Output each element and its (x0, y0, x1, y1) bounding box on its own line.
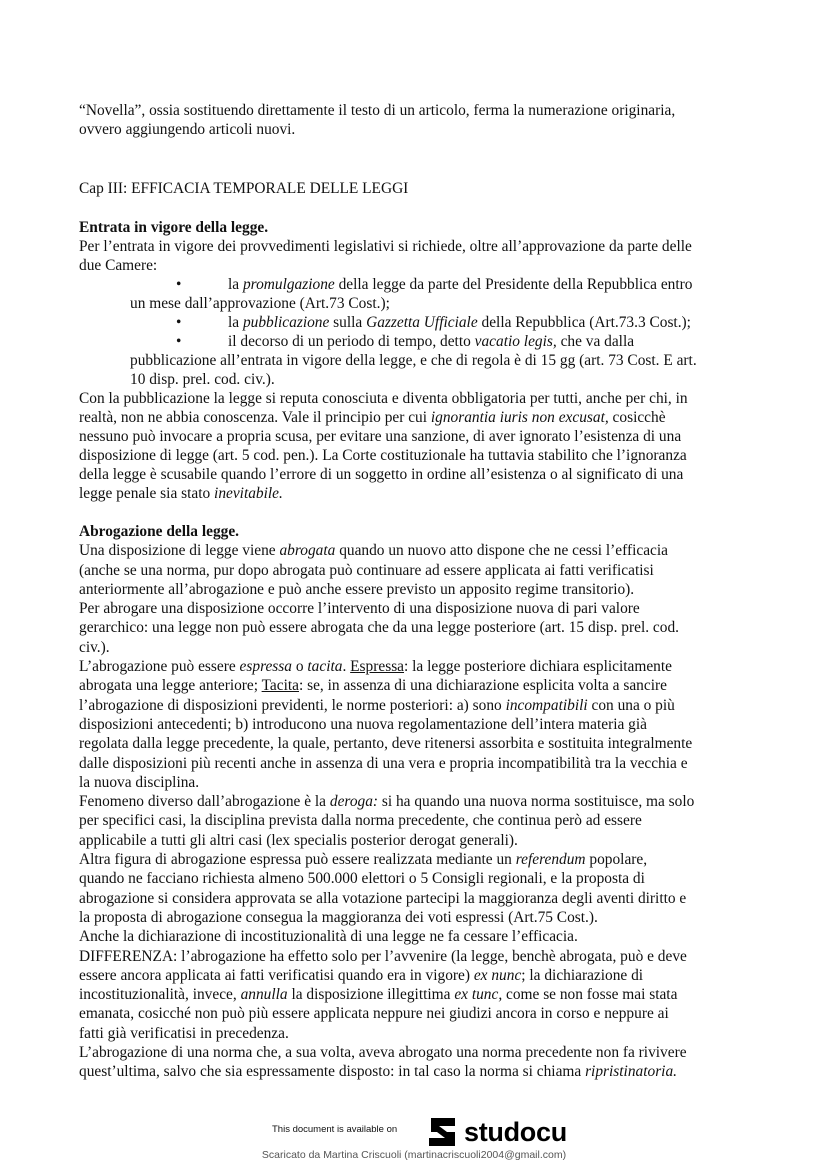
text-run: tacita (307, 658, 343, 676)
text-run: disposizioni antecedenti; b) introducono una nuova regolamentazione dell’intera materia già (79, 715, 647, 733)
text-run: abrogata una legge anteriore; (79, 677, 262, 695)
text-run: ; la dichiarazione di (521, 966, 644, 984)
text-run: vacatio legis, (474, 333, 557, 350)
text-run: inevitabile. (214, 485, 283, 502)
text-run: annulla (240, 986, 288, 1004)
text-run: . (342, 658, 351, 676)
text-line (79, 427, 697, 446)
text-line (79, 773, 694, 792)
text-line (79, 389, 697, 408)
text-run: ripristinatoria. (585, 1063, 678, 1081)
text-run: deroga: (329, 793, 379, 811)
text-run: la nuova disciplina. (79, 773, 200, 791)
bullet-text (228, 275, 692, 294)
section-entrata-in-vigore (79, 218, 697, 503)
studocu-logo-icon (425, 1116, 459, 1148)
text-run: abrogazione si considera approvata se alla votazione partecipi la maggioranza degli aventi diritto e (79, 889, 687, 907)
text-run: : la legge posteriore dichiara esplicitamente (404, 658, 672, 676)
text-run: Fenomeno diverso dall’abrogazione è la (79, 793, 330, 811)
text-line (79, 831, 694, 850)
text-line (79, 237, 697, 256)
text-line (79, 446, 697, 465)
text-line (79, 618, 694, 637)
text-run: come se non fosse mai stata (502, 986, 678, 1004)
text-run: Espressa (350, 658, 405, 676)
text-run: della legge da parte del Presidente della Repubblica entro (334, 276, 693, 293)
text-run: L’abrogazione può essere (79, 658, 240, 676)
text-line (79, 408, 697, 427)
text-line (79, 754, 694, 773)
text-run: incostituzionalità, invece, (79, 986, 241, 1004)
text-run: ovvero aggiungendo articoli nuovi. (79, 121, 296, 138)
text-run: realtà, non ne abbia conoscenza. Vale il principio per cui (79, 409, 431, 426)
text-run: ex nunc (473, 966, 522, 984)
bullet-text (228, 332, 634, 351)
bullet-icon: • (176, 314, 182, 331)
text-run: abrogata (279, 542, 336, 560)
text-run: quando ne facciano richiesta almeno 500.000 elettori o 5 Consigli regionali, e la proposta di (79, 870, 645, 888)
text-run: Altra figura di abrogazione espressa può essere realizzata mediante un (79, 851, 516, 869)
text-line (79, 638, 694, 657)
text-line (79, 696, 694, 715)
bullet-icon: • (176, 333, 182, 350)
text-run: quando un nuovo atto dispone che ne cessi l’efficacia (335, 542, 668, 560)
text-line (79, 541, 694, 560)
text-run: (anche se una norma, pur dopo abrogata può continuare ad essere applicata ai fatti verificatisi (79, 561, 654, 579)
text-run: promulgazione (242, 276, 335, 293)
chapter-title: Cap III: EFFICACIA TEMPORALE DELLE LEGGI (79, 180, 409, 197)
text-line (79, 1004, 694, 1023)
text-run: 10 disp. prel. cod. civ.). (130, 371, 275, 388)
bullet-item (79, 275, 697, 294)
text-line (79, 294, 697, 313)
text-line (79, 370, 697, 389)
text-line (79, 927, 694, 946)
text-run: Una disposizione di legge viene (79, 542, 280, 560)
text-run: civ.). (79, 638, 110, 656)
text-run: il decorso di un periodo di tempo, detto (228, 333, 475, 350)
section-heading: Abrogazione della legge. (79, 523, 240, 540)
text-run: legge penale sia stato (79, 485, 215, 502)
text-run: popolare, (585, 851, 648, 869)
text-run: fatti già verificatisi in precedenza. (79, 1024, 289, 1042)
text-run: incompatibili (505, 696, 588, 714)
footer-downloaded-by: Scaricato da Martina Criscuoli (martinacriscuoli2004@gmail.com) (261, 1149, 567, 1161)
text-run: DIFFERENZA: l’abrogazione ha effetto solo per l’avvenire (la legge, benchè abrogata, può e deve (79, 947, 687, 965)
text-run: L’abrogazione di una norma che, a sua volta, aveva abrogato una norma precedente non fa rivivere (79, 1044, 687, 1062)
text-run: nessuno può invocare a propria scusa, per evitare una sanzione, di aver ignorato l’esistenza di una (79, 428, 682, 445)
text-line (79, 966, 694, 985)
text-run: ex tunc, (454, 986, 503, 1004)
text-line (79, 850, 694, 869)
text-line (79, 101, 675, 120)
text-line (79, 465, 697, 484)
text-line (79, 1024, 694, 1043)
text-run: Con la pubblicazione la legge si reputa conosciuta e diventa obbligatoria per tutti, anche per chi, in (79, 390, 688, 407)
studocu-logo-text: studocu (464, 1116, 567, 1147)
text-run: l’abrogazione di disposizioni previdenti, le norme posteriori: a) sono (79, 696, 506, 714)
text-run: dalle disposizioni più recenti anche in assenza di una vera e propria incompatibilità tra la vecchia e (79, 754, 688, 772)
text-line (79, 869, 694, 888)
text-run: : se, in assenza di una dichiarazione esplicita volta a sancire (298, 677, 667, 695)
text-line (79, 889, 694, 908)
text-run: pubblicazione (242, 314, 330, 331)
text-run: disposizione di legge (art. 5 cod. pen.). La Corte costituzionale ha tuttavia stabilito che l’ignoranza (79, 447, 687, 464)
text-line (79, 256, 697, 275)
text-line (79, 599, 694, 618)
text-run: la (228, 276, 243, 293)
text-line (79, 1043, 694, 1062)
text-run: regolata dalla legge precedente, la quale, pertanto, deve ritenersi assorbita e sostituita integralmente (79, 735, 693, 753)
text-run: la proposta di abrogazione consegua la maggioranza dei voti espressi (Art.75 Cost.). (79, 908, 598, 926)
section-abrogazione (79, 522, 694, 1082)
text-line (79, 657, 694, 676)
text-line (79, 120, 675, 139)
text-run: “Novella”, ossia sostituendo direttamente il testo di un articolo, ferma la numerazione originaria, (79, 102, 676, 119)
text-run: con una o più (587, 696, 675, 714)
bullet-icon: • (176, 276, 182, 293)
text-run: Gazzetta Ufficiale (366, 314, 478, 331)
text-line (79, 1062, 694, 1081)
text-run: applicabile a tutti gli altri casi (lex specialis posterior derogat generali). (79, 831, 518, 849)
text-run: anteriormente all’abrogazione e può anche essere previsto un apposito regime transitorio). (79, 580, 635, 598)
text-run: Tacita (261, 677, 299, 695)
text-run: pubblicazione all’entrata in vigore della legge, e che di regola è di 15 gg (art. 73 Cost. E art. (130, 352, 697, 369)
text-line (79, 484, 697, 503)
text-line (79, 580, 694, 599)
text-line (79, 908, 694, 927)
section-heading: Entrata in vigore della legge. (79, 219, 269, 236)
text-run: sulla (329, 314, 367, 331)
text-run: Per l’entrata in vigore dei provvedimenti legislativi si richiede, oltre all’approvazione da parte delle (79, 238, 692, 255)
text-run: che va dalla (556, 333, 635, 350)
text-line (79, 792, 694, 811)
text-run: la (228, 314, 243, 331)
text-run: per specifici casi, la disciplina prevista dalla norma precedente, che continua però ad essere (79, 812, 642, 830)
text-run: emanata, cosicché non può più essere applicata neppure nei giudizi ancora in corso e neppure ai (79, 1005, 669, 1023)
text-run: espressa (239, 658, 292, 676)
text-run: gerarchico: una legge non può essere abrogata che da una legge posteriore (art. 15 disp. prel. cod. (79, 619, 679, 637)
text-run: o (292, 658, 308, 676)
footer-available-text: This document is available on (272, 1124, 398, 1135)
text-line (79, 985, 694, 1004)
bullet-item (79, 313, 697, 332)
text-line (79, 715, 694, 734)
text-run: cosicchè (608, 409, 666, 426)
studocu-logo[interactable] (425, 1116, 567, 1148)
text-line (79, 734, 694, 753)
text-run: Anche la dichiarazione di incostituzionalità di una legge ne fa cessare l’efficacia. (79, 928, 578, 946)
bullet-text (228, 313, 691, 332)
bullet-item (79, 332, 697, 351)
text-line (79, 947, 694, 966)
text-run: ignorantia iuris non excusat, (430, 409, 609, 426)
text-run: della legge è scusabile quando l’errore di un soggetto in ordine all’esistenza o al significato di una (79, 466, 684, 483)
text-run: essere ancora applicata ai fatti verificatisi quando era in vigore) (79, 966, 474, 984)
text-run: due Camere: (79, 257, 158, 274)
text-run: quest’ultima, salvo che sia espressamente disposto: in tal caso la norma si chiama (79, 1063, 586, 1081)
text-line (79, 561, 694, 580)
text-run: della Repubblica (Art.73.3 Cost.); (477, 314, 691, 331)
text-line (79, 676, 694, 695)
text-run: la disposizione illegittima (287, 986, 455, 1004)
intro-paragraph (79, 101, 675, 139)
text-run: un mese dall’approvazione (Art.73 Cost.); (130, 295, 390, 312)
text-line (79, 351, 697, 370)
text-line (79, 811, 694, 830)
text-run: referendum (515, 851, 586, 869)
text-run: Per abrogare una disposizione occorre l’intervento di una disposizione nuova di pari valore (79, 600, 640, 618)
text-run: si ha quando una nuova norma sostituisce, ma solo (378, 793, 695, 811)
